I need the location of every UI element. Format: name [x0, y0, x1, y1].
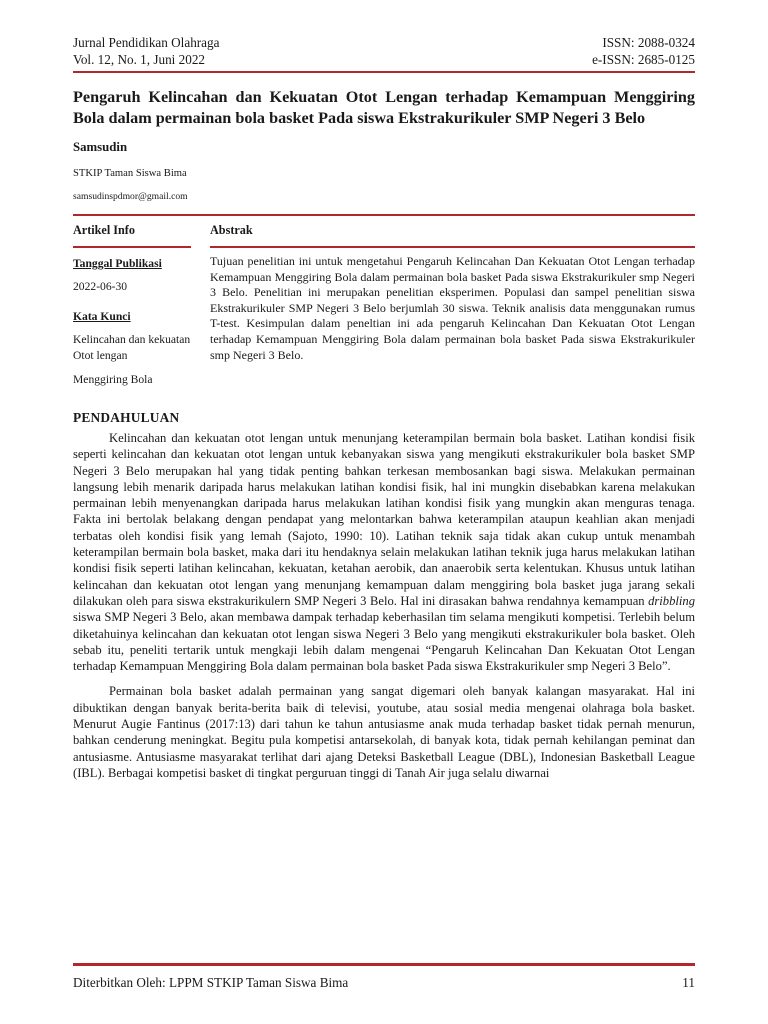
body-paragraph: [73, 430, 695, 674]
journal-name: Jurnal Pendidikan Olahraga: [73, 35, 220, 50]
article-meta: [73, 214, 695, 388]
issn-info: [592, 34, 695, 68]
paragraph-text: siswa SMP Negeri 3 Belo, akan membawa dampak terhadap keberhasilan tim selama mengikuti kompetisi. Terlebih belum diketahuinya kelincahan dan kekuatan otot lengan siswa Negeri 3 Belo yang mengikuti ekstrakurikuler bola basket. Oleh sebab itu, peneliti tertarik untuk mengkaji lebih dalam mengenai “Pengaruh Kelincahan Dan Kekuatan Otot Lengan terhadap Kemampuan Menggiring Bola dalam permainan bola basket Pada siswa Ekstrakurikuler smp Negeri 3 Belo”.: [73, 610, 695, 674]
journal-volume: Vol. 12, No. 1, Juni 2022: [73, 52, 206, 67]
journal-info: [73, 34, 220, 68]
footer-divider: [73, 963, 695, 966]
section-heading: PENDAHULUAN: [73, 410, 180, 425]
eissn: e-ISSN: 2685-0125: [592, 52, 695, 67]
article-info: [73, 248, 191, 388]
issn: ISSN: 2088-0324: [602, 35, 695, 50]
publication-date: 2022-06-30: [73, 280, 128, 293]
keywords-label: Kata Kunci: [73, 310, 131, 323]
publisher: Diterbitkan Oleh: LPPM STKIP Taman Siswa Bima: [73, 975, 349, 990]
meta-content: [73, 248, 695, 388]
running-footer: [73, 975, 695, 991]
running-header: [73, 34, 695, 68]
keyword-item: Kelincahan dan kekuatan Otot lengan: [73, 333, 191, 362]
header-divider: [73, 71, 695, 73]
author-affiliation: STKIP Taman Siswa Bima: [73, 168, 187, 179]
abstract-heading: Abstrak: [210, 223, 253, 237]
abstract-text: Tujuan penelitian ini untuk mengetahui Pengaruh Kelincahan Dan Kekuatan Otot Lengan terhadap Kemampuan Menggiring Bola dalam permainan bola basket Pada siswa Ekstrakurikuler smp Negeri 3 Belo. Penelitian ini merupakan penelitian eksperimen. Populasi dan sampel penelitian siswa Ekstrakurikuler SMP Negeri 3 Belo berjumlah 30 siswa. Teknik analisis data menggunakan rumus T-test. Kesimpulan dalam peneltian ini ada pengaruh Kelincahan Dan Kekuatan Otot Lengan terhadap Kemampuan Menggiring Bola dalam permainan bola basket Pada siswa Ekstrakurikuler smp Negeri 3 Belo.: [210, 254, 695, 362]
author-email: samsudinspdmor@gmail.com: [73, 191, 188, 202]
article-title: Pengaruh Kelincahan dan Kekuatan Otot Lengan terhadap Kemampuan Menggiring Bola dalam permainan bola basket Pada siswa Ekstrakurikuler SMP Negeri 3 Belo: [73, 88, 695, 127]
meta-headings: [73, 216, 695, 246]
body-paragraph: Permainan bola basket adalah permainan yang sangat digemari oleh banyak kalangan masyarakat. Hal ini dibuktikan dengan banyak berita-berita baik di televisi, youtube, atau sosial media mengenai olahraga bola basket. Menurut Augie Fantinus (2017:13) dari tahun ke tahun antusiasme anak muda terhadap basket tidak pernah menurun, bahkan cenderung meningkat. Begitu pula kompetisi antarsekolah, di banyak kota, tidak pernah kehilangan peminat dan antusiasme. Antusiasme masyarakat terlihat dari ajang Deteksi Basketball League (DBL), Indonesian Basketball League (IBL). Berbagai kompetisi basket di tingkat perguruan tinggi di Tanah Air juga selalu diwarnai: [73, 684, 695, 780]
paragraph-text: Kelincahan dan kekuatan otot lengan untuk menunjang keterampilan bermain bola basket. Latihan kondisi fisik seperti kelincahan dan kekuatan otot lengan untuk kebanyakan siswa yang mengikuti ekstrakurikuler bola basket SMP Negeri 3 Belo merupakan hal yang tidak penting bahkan terkesan membosankan bagi siswa. Melakukan permainan langsung lebih menarik daripada harus melakukan latihan kondisi fisik, hal ini mungkin disebabkan karena melakukan permainan lebih menyenangkan daripada harus melakukan latihan kondisi fisik yang mungkin akan menguras tenaga. Fakta ini bertolak belakang dengan pendapat yang melontarkan bahwa keterampilan ataupun keahlian akan menjadi terbatas oleh kondisi fisik yang lemah (Sajoto, 1990: 10). Latihan teknik saja tidak akan cukup untuk menambah keterampilan bermain bola basket, maka dari itu hendaknya selain melakukan latihan teknik juga harus melakukan latihan kondisi fisik seperti latihan kelincahan, kekuatan, ketahan aerobik, dan anaerobik serta kelentukan. Khusus untuk latihan kelincahan dan kekuatan otot lengan yang menunjang kemampuan dalam menggiring bola basket juga jarang sekali dilakukan oleh para siswa ekstrakurikulern SMP Negeri 3 Belo. Hal ini dirasakan bahwa rendahnya kemampuan: [73, 431, 695, 608]
publication-date-label: Tanggal Publikasi: [73, 257, 162, 270]
info-heading: Artikel Info: [73, 223, 135, 237]
author-name: Samsudin: [73, 140, 128, 154]
keyword-item: Menggiring Bola: [73, 373, 153, 386]
paper-page: [73, 34, 695, 781]
italic-term: dribbling: [648, 593, 695, 608]
page-number: 11: [682, 975, 695, 990]
